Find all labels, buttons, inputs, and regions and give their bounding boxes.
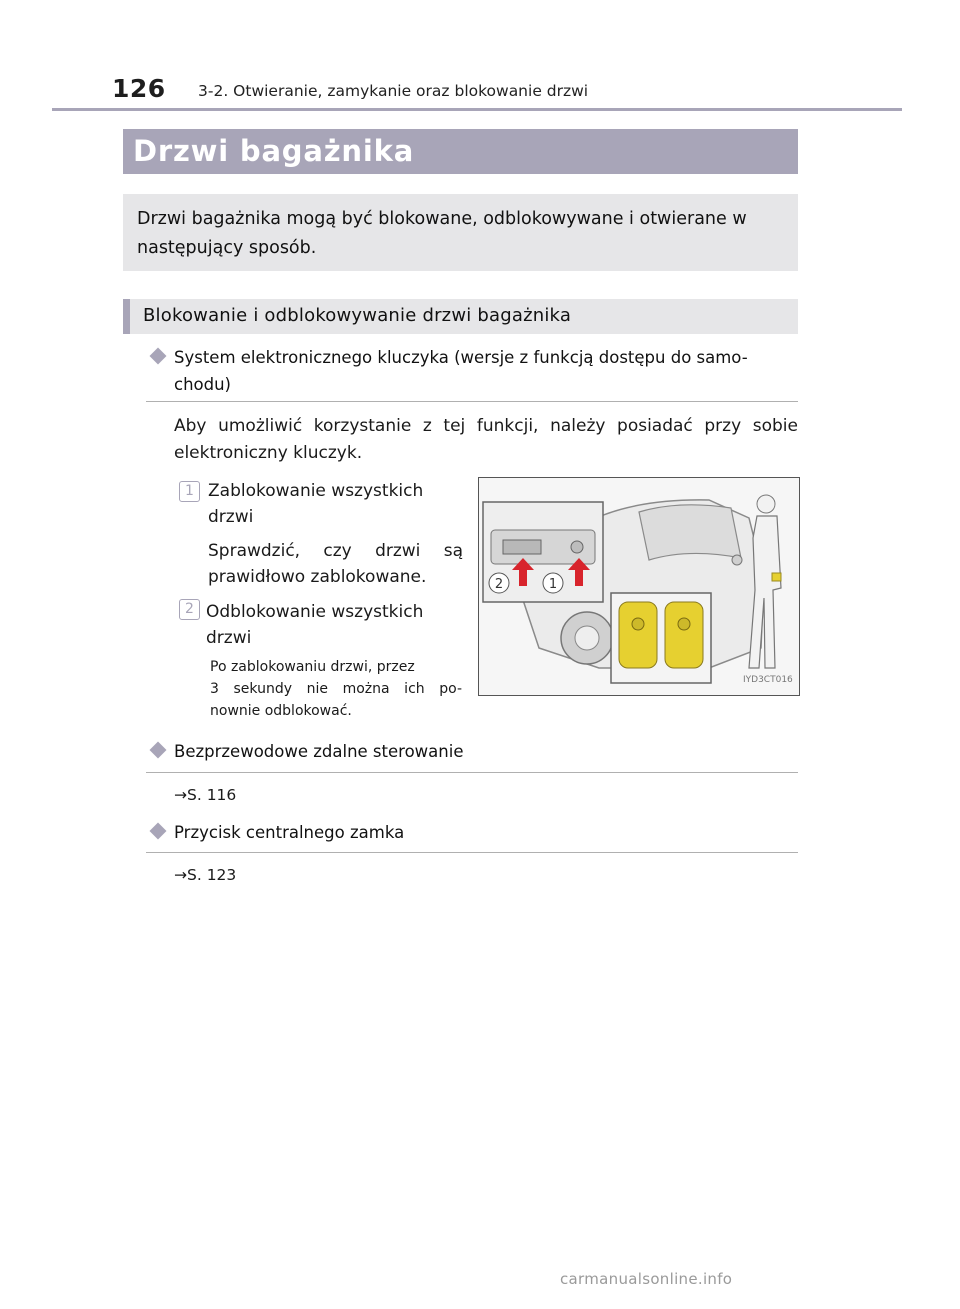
intro-box [123, 194, 798, 271]
reference-arrow-icon: → [174, 866, 187, 884]
lock-sensor-icon [732, 555, 742, 565]
page-title-bar [123, 129, 798, 174]
central-lock-reference[interactable] [174, 866, 236, 884]
figure-label-2: 2 [494, 577, 504, 592]
intro-text: Drzwi bagażnika mogą być blokowane, odblokowywane i otwierane w następujący sposób. [137, 209, 747, 258]
wheel-hub-shape [575, 626, 599, 650]
unlock-button-shape [571, 541, 583, 553]
figure-code: IYD3CT016 [743, 675, 793, 685]
reference-arrow-icon: → [174, 786, 187, 804]
central-lock-heading: Przycisk centralnego zamka [174, 823, 405, 842]
section-divider [146, 772, 798, 773]
smart-key-heading [174, 344, 804, 398]
section-divider [146, 401, 798, 402]
step-1-desc-line2: prawidłowo zablokowane. [208, 567, 427, 587]
person-key-icon [772, 573, 781, 581]
person-head-shape [757, 495, 775, 513]
lock-button-shape [503, 540, 541, 554]
rear-window-shape [639, 505, 741, 560]
step-1-badge: 1 [179, 481, 200, 502]
section-title: 3-2. Otwieranie, zamykanie oraz blokowanie drzwi [198, 82, 589, 100]
subsection-accent [123, 299, 130, 334]
page-number: 126 [112, 74, 166, 103]
watermark[interactable]: carmanualsonline.info [560, 1270, 733, 1288]
wireless-reference[interactable] [174, 786, 236, 804]
smart-key-back-button-icon [678, 618, 690, 630]
paragraph-line2: elektroniczny kluczyk. [174, 443, 363, 463]
step-2 [206, 599, 463, 651]
smart-key-heading-line2: chodu) [174, 375, 231, 394]
step-2-badge: 2 [179, 599, 200, 620]
paragraph-line1: Aby umożliwić korzystanie z tej funkcji, należy posiadać przy sobie [174, 416, 798, 436]
step-1 [208, 478, 463, 590]
step-2-note [210, 656, 462, 722]
subsection-bar [123, 299, 798, 334]
tailgate-illustration [478, 477, 800, 696]
step-2-title-line2: drzwi [206, 628, 252, 648]
smart-key-front-icon [619, 602, 657, 668]
subsection-title: Blokowanie i odblokowywanie drzwi bagażnika [143, 305, 572, 326]
car-rear-drawing [479, 478, 799, 695]
diamond-bullet-icon [150, 348, 167, 365]
step-2-note-line1: Po zablokowaniu drzwi, przez [210, 659, 415, 675]
header-divider [52, 108, 902, 111]
step-2-title-line1: Odblokowanie wszystkich [206, 602, 424, 622]
central-lock-reference-text[interactable]: S. 123 [187, 866, 237, 884]
step-2-note-line2: 3 sekundy nie można ich po- [210, 681, 462, 697]
figure-label-1: 1 [548, 577, 558, 592]
smart-key-button-icon [632, 618, 644, 630]
step-2-note-line3: nownie odblokować. [210, 703, 352, 719]
smart-key-back-icon [665, 602, 703, 668]
step-1-title-line2: drzwi [208, 507, 254, 527]
smart-key-paragraph [174, 413, 798, 467]
page-title: Drzwi bagażnika [133, 134, 415, 168]
step-1-desc-line1: Sprawdzić, czy drzwi są [208, 541, 463, 561]
diamond-bullet-icon [150, 823, 167, 840]
section-divider [146, 852, 798, 853]
wireless-reference-text[interactable]: S. 116 [187, 786, 237, 804]
step-1-title-line1: Zablokowanie wszystkich [208, 481, 424, 501]
wireless-heading: Bezprzewodowe zdalne sterowanie [174, 742, 464, 761]
diamond-bullet-icon [150, 742, 167, 759]
smart-key-heading-line1: System elektronicznego kluczyka (wersje z funkcją dostępu do samo- [174, 348, 748, 367]
